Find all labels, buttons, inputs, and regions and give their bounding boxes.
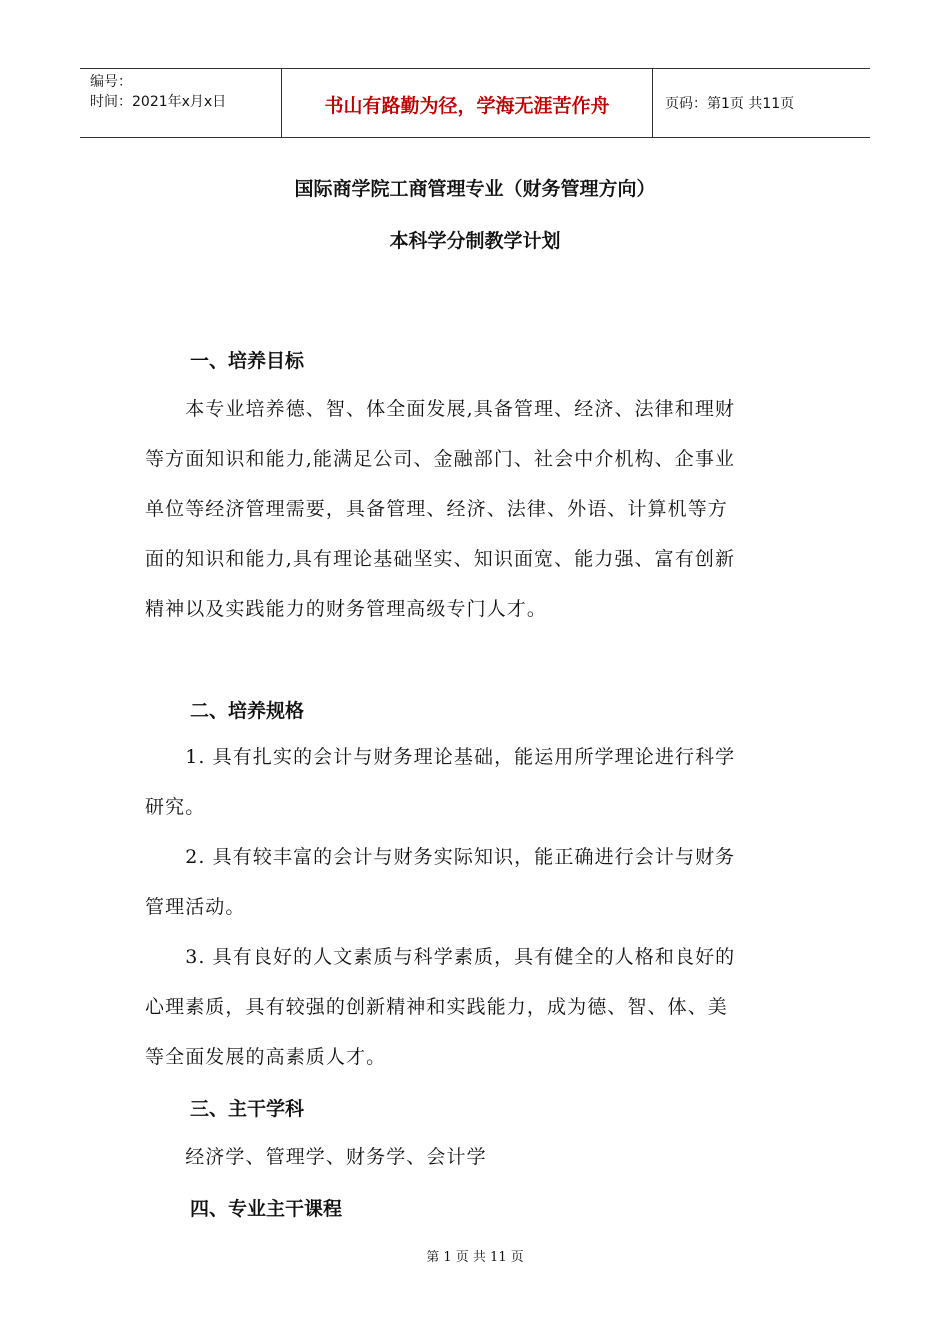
document-title-line2: 本科学分制教学计划 [389, 230, 561, 252]
document-title-line1: 国际商学院工商管理专业（财务管理方向） [294, 178, 656, 200]
paragraph-line: 2. 具有较丰富的会计与财务实际知识，能正确进行会计与财务 [145, 846, 736, 868]
paragraph-line: 精神以及实践能力的财务管理高级专门人才。 [145, 598, 548, 620]
header-meta-cell [80, 69, 282, 137]
paragraph-line: 等方面知识和能力,能满足公司、金融部门、社会中介机构、企事业 [145, 448, 736, 470]
paragraph-line: 面的知识和能力,具有理论基础坚实、知识面宽、能力强、富有创新 [145, 548, 736, 570]
section-heading-main-disciplines: 三、主干学科 [190, 1098, 305, 1120]
section-heading-main-courses: 四、专业主干课程 [190, 1198, 343, 1220]
paragraph-line: 研究。 [145, 796, 206, 818]
document-time-label: 时间：2021年x月x日 [90, 94, 227, 110]
paragraph-line: 经济学、管理学、财务学、会计学 [145, 1146, 487, 1168]
section-heading-training-goals: 一、培养目标 [190, 350, 305, 372]
page-footer: 第 1 页 共 11 页 [426, 1250, 524, 1265]
header-page-cell [653, 69, 870, 137]
section-heading-training-specs: 二、培养规格 [190, 700, 305, 722]
paragraph-line: 心理素质，具有较强的创新精神和实践能力，成为德、智、体、美 [145, 996, 728, 1018]
paragraph-line: 1. 具有扎实的会计与财务理论基础，能运用所学理论进行科学 [145, 746, 736, 768]
paragraph-line: 本专业培养德、智、体全面发展,具备管理、经济、法律和理财 [145, 398, 736, 420]
document-number-label: 编号： [90, 74, 132, 90]
paragraph-line: 单位等经济管理需要，具备管理、经济、法律、外语、计算机等方 [145, 498, 728, 520]
paragraph-line: 等全面发展的高素质人才。 [145, 1046, 387, 1068]
paragraph-line: 3. 具有良好的人文素质与科学素质，具有健全的人格和良好的 [145, 946, 736, 968]
header-motto-cell [282, 69, 653, 137]
header-motto: 书山有路勤为径，学海无涯苦作舟 [324, 95, 610, 117]
document-header [80, 68, 870, 138]
header-page-code: 页码：第1页 共11页 [665, 96, 795, 112]
paragraph-line: 管理活动。 [145, 896, 246, 918]
